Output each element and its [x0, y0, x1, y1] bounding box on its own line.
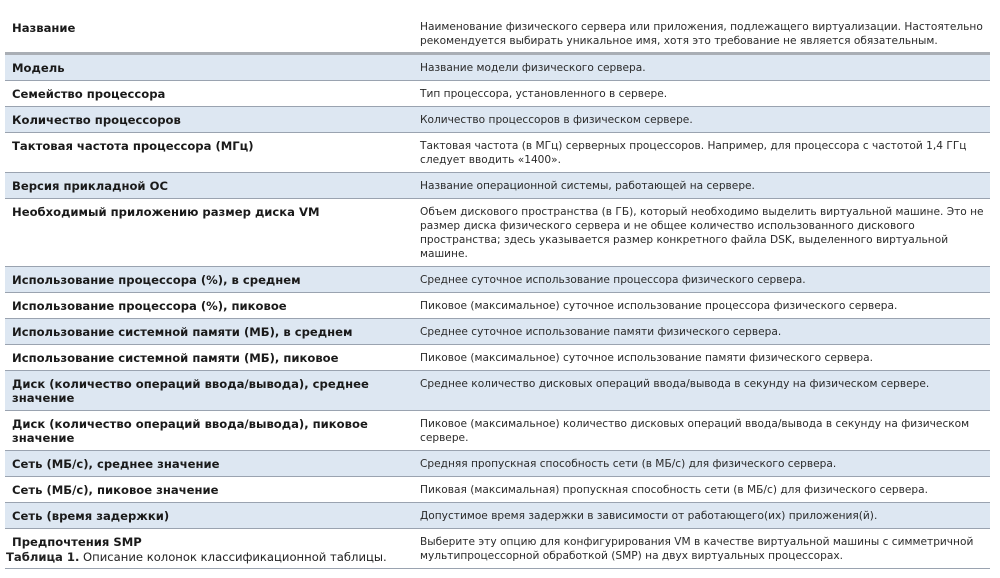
table-row — [5, 345, 990, 371]
table-row — [5, 451, 990, 477]
caption-text: Описание колонок классификационной таблицы. — [79, 550, 387, 564]
row-description: Допустимое время задержки в зависимости от работающего(их) приложения(й). — [417, 503, 990, 529]
row-name: Тактовая частота процессора (МГц) — [5, 133, 417, 173]
row-description: Объем дискового пространства (в ГБ), который необходимо выделить виртуальной машине. Это не размер диска физического сервера и не общее количество использованного дискового пространства; здесь указывается размер конкретного файла DSK, выделенного виртуальной машине. — [417, 199, 990, 267]
row-description: Пиковое (максимальное) суточное использование процессора физического сервера. — [417, 293, 990, 319]
row-description: Среднее суточное использование памяти физического сервера. — [417, 319, 990, 345]
table-row — [5, 293, 990, 319]
row-name: Количество процессоров — [5, 107, 417, 133]
table-row — [5, 12, 990, 54]
caption-label: Таблица 1. — [6, 550, 80, 564]
row-description: Тактовая частота (в МГц) серверных процессоров. Например, для процессора с частотой 1,4 ГГц следует вводить «1400». — [417, 133, 990, 173]
row-name: Модель — [5, 54, 417, 81]
table-row — [5, 173, 990, 199]
row-name: Предпочтения SMP — [5, 529, 417, 569]
row-name: Использование системной памяти (МБ), в среднем — [5, 319, 417, 345]
row-name: Использование процессора (%), пиковое — [5, 293, 417, 319]
row-name: Сеть (время задержки) — [5, 503, 417, 529]
row-name: Семейство процессора — [5, 81, 417, 107]
row-description: Средняя пропускная способность сети (в МБ/с) для физического сервера. — [417, 451, 990, 477]
row-name: Название — [5, 12, 417, 54]
row-name: Использование процессора (%), в среднем — [5, 267, 417, 293]
table-row — [5, 371, 990, 411]
table-row — [5, 267, 990, 293]
table-row — [5, 107, 990, 133]
table-row — [5, 503, 990, 529]
row-description: Среднее количество дисковых операций ввода/вывода в секунду на физическом сервере. — [417, 371, 990, 411]
row-description: Тип процессора, установленного в сервере. — [417, 81, 990, 107]
row-description: Пиковая (максимальная) пропускная способность сети (в МБ/с) для физического сервера. — [417, 477, 990, 503]
row-description: Пиковое (максимальное) количество дисковых операций ввода/вывода в секунду на физическом сервере. — [417, 411, 990, 451]
table-row — [5, 199, 990, 267]
row-name: Диск (количество операций ввода/вывода), среднее значение — [5, 371, 417, 411]
row-name: Необходимый приложению размер диска VM — [5, 199, 417, 267]
table-row — [5, 477, 990, 503]
table-row — [5, 319, 990, 345]
row-name: Сеть (МБ/с), пиковое значение — [5, 477, 417, 503]
table-row — [5, 133, 990, 173]
table-row — [5, 54, 990, 81]
row-name: Версия прикладной ОС — [5, 173, 417, 199]
table-caption — [6, 550, 387, 564]
row-name: Использование системной памяти (МБ), пиковое — [5, 345, 417, 371]
table-row — [5, 81, 990, 107]
table-row — [5, 411, 990, 451]
row-description: Пиковое (максимальное) суточное использование памяти физического сервера. — [417, 345, 990, 371]
table-body — [5, 12, 990, 569]
row-description: Название операционной системы, работающей на сервере. — [417, 173, 990, 199]
row-name: Сеть (МБ/с), среднее значение — [5, 451, 417, 477]
row-description: Название модели физического сервера. — [417, 54, 990, 81]
row-description: Наименование физического сервера или приложения, подлежащего виртуализации. Настоятельно рекомендуется выбирать уникальное имя, хотя это требование не является обязательным. — [417, 12, 990, 54]
classification-columns-table — [5, 12, 990, 569]
row-description: Количество процессоров в физическом сервере. — [417, 107, 990, 133]
row-description: Выберите эту опцию для конфигурирования VM в качестве виртуальной машины с симметричной мультипроцессорной обработкой (SMP) на двух виртуальных процессорах. — [417, 529, 990, 569]
row-description: Среднее суточное использование процессора физического сервера. — [417, 267, 990, 293]
row-name: Диск (количество операций ввода/вывода), пиковое значение — [5, 411, 417, 451]
